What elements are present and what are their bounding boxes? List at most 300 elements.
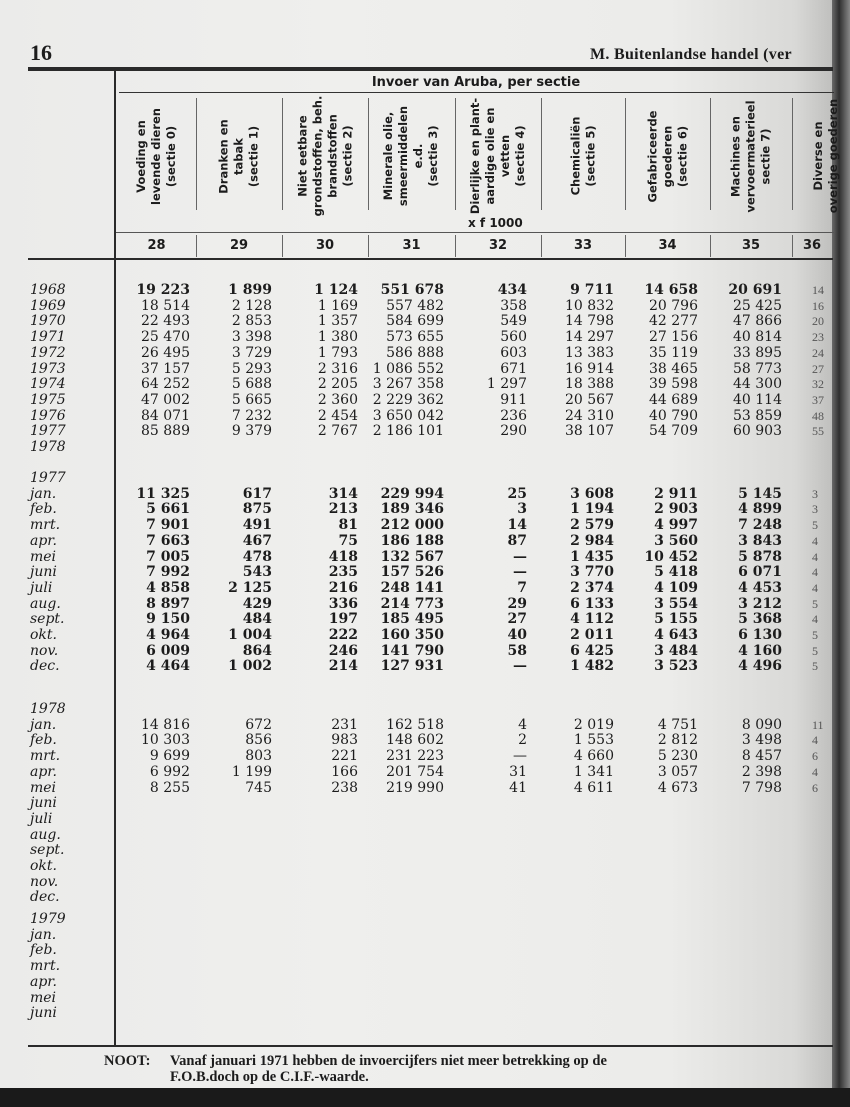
row-label: aug. [30, 826, 61, 843]
table-cell-col36: 5 [812, 628, 818, 642]
table-cell: 484 [242, 611, 272, 628]
table-cell: 1 899 [228, 282, 272, 298]
table-cell: 3 212 [738, 595, 782, 612]
table-cell: 8 090 [741, 716, 782, 733]
table-cell: 1 169 [317, 297, 358, 314]
table-cell: 557 482 [386, 297, 444, 314]
table-cell: 162 518 [386, 716, 444, 733]
table-cell: 6 425 [570, 642, 614, 659]
table-cell: 603 [500, 344, 527, 361]
table-cell-col36: 4 [812, 733, 818, 748]
table-cell: 7 901 [146, 517, 190, 534]
table-cell: 41 [509, 779, 527, 796]
table-cell: 236 [500, 407, 527, 424]
table-cell: 7 992 [146, 564, 190, 581]
table-cell-col36: 37 [812, 392, 824, 407]
column-header-text [468, 98, 528, 214]
table-cell: 26 495 [141, 344, 190, 361]
table-cell: 18 514 [141, 297, 190, 314]
table-cell: 40 790 [649, 407, 698, 424]
table-cell: 201 754 [386, 763, 444, 780]
table-cell: — [513, 658, 527, 675]
footnote-line-2: F.O.B.doch op de C.I.F.-waarde. [170, 1069, 369, 1085]
table-cell: 231 [331, 716, 358, 733]
table-cell: 53 859 [733, 407, 782, 424]
table-cell: 803 [245, 748, 272, 765]
table-cell: 9 711 [570, 282, 614, 298]
row-label: juni [30, 795, 57, 812]
header-line: (sectie 5) [583, 125, 597, 187]
table-cell: 221 [331, 748, 358, 765]
table-cell-col36: 4 [812, 533, 818, 548]
table-cell-col36: 3 [812, 502, 818, 517]
column-separator [282, 98, 283, 210]
table-cell: 214 773 [380, 595, 444, 612]
column-header-34 [625, 96, 710, 216]
header-line: sectie 7) [758, 128, 773, 184]
table-cell: 1 194 [570, 501, 614, 518]
header-line: tabak [231, 137, 246, 175]
table-cell: — [513, 548, 527, 565]
header-line: (sectie 0) [164, 125, 178, 187]
row-label: 1973 [30, 360, 66, 377]
column-number: 35 [741, 238, 761, 253]
table-cell: 40 814 [733, 329, 782, 346]
table-cell: 5 155 [654, 611, 698, 628]
table-cell: 6 133 [570, 595, 614, 612]
table-cell: 20 567 [565, 391, 614, 408]
table-cell: 13 383 [565, 344, 614, 361]
table-cell: 185 495 [380, 611, 444, 628]
row-label: 1979 [30, 911, 66, 927]
header-line: (sectie 4) [513, 125, 527, 187]
table-cell: 1 004 [228, 627, 272, 643]
table-cell: 219 990 [386, 779, 444, 796]
header-line: overige goederen [826, 98, 840, 214]
table-cell: 35 119 [649, 344, 698, 361]
table-cell: 3 608 [570, 485, 614, 502]
table-cell: 491 [242, 517, 272, 534]
table-cell: 2 360 [317, 391, 358, 408]
column-separator [455, 98, 456, 210]
table-cell: 2 853 [231, 313, 272, 330]
table-cell: 617 [242, 485, 272, 502]
table-cell: 141 790 [380, 642, 444, 659]
table-cell: 2 125 [228, 579, 272, 596]
row-label: apr. [30, 973, 57, 990]
table-cell: 4 [518, 716, 527, 733]
table-cell: 7 232 [231, 407, 272, 424]
row-label: jan. [30, 716, 57, 733]
table-cell: 58 773 [733, 360, 782, 377]
row-label: juli [30, 810, 53, 827]
row-label: juli [30, 579, 53, 596]
row-label: mrt. [30, 958, 61, 975]
table-cell: 44 689 [649, 391, 698, 408]
row-label: juni [30, 1005, 57, 1022]
table-cell: 42 277 [649, 313, 698, 330]
table-cell: 745 [245, 779, 272, 796]
table-cell-col36: 5 [812, 596, 818, 611]
table-cell: 2 011 [570, 627, 614, 643]
table-cell: 5 878 [738, 548, 782, 565]
table-cell: 358 [500, 297, 527, 314]
table-cell: 3 729 [231, 344, 272, 361]
table-cell: 85 889 [141, 423, 190, 440]
column-number: 33 [573, 238, 593, 253]
row-label: sept. [30, 842, 65, 859]
table-cell: 54 709 [649, 423, 698, 440]
table-cell: 20 796 [649, 297, 698, 314]
table-cell: 148 602 [386, 732, 444, 749]
row-label: 1974 [30, 376, 66, 393]
table-cell: 157 526 [380, 564, 444, 581]
footer-rule [28, 1045, 833, 1047]
table-cell: 4 899 [738, 501, 782, 518]
table-cell: 1 793 [317, 344, 358, 361]
table-cell: 212 000 [380, 517, 444, 534]
table-cell: 229 994 [380, 485, 444, 502]
table-cell: 2 903 [654, 501, 698, 518]
table-cell: 1 297 [486, 376, 527, 393]
footnote [104, 1053, 764, 1085]
header-line: brandstoffen [325, 114, 340, 198]
table-cell: 4 643 [654, 627, 698, 643]
table-cell: 1 199 [231, 763, 272, 780]
table-cell: 9 150 [146, 611, 190, 628]
row-label: jan. [30, 485, 57, 502]
table-cell: 2 911 [654, 485, 698, 502]
header-line: (sectie 3) [426, 125, 441, 187]
column-header-text [811, 99, 841, 213]
table-cell: 14 [507, 517, 527, 534]
column-header-33 [541, 96, 625, 216]
header-bottom-rule [28, 258, 833, 260]
table-cell: 231 223 [386, 748, 444, 765]
table-cell-col36: 4 [812, 580, 818, 595]
table-cell: 47 866 [733, 313, 782, 330]
table-cell: 6 071 [738, 564, 782, 581]
table-cell: 584 699 [386, 313, 444, 330]
row-label: 1977 [30, 470, 66, 486]
table-cell: 64 252 [141, 376, 190, 393]
table-cell: 24 310 [565, 407, 614, 424]
table-cell: 314 [328, 485, 358, 502]
column-number: 36 [802, 238, 822, 253]
running-head: M. Buitenlandse handel (ver [590, 46, 792, 63]
table-cell: 2 579 [570, 517, 614, 534]
table-cell: 186 188 [380, 532, 444, 549]
row-label: okt. [30, 858, 57, 874]
table-cell: 4 112 [570, 611, 614, 628]
table-cell: 5 688 [231, 376, 272, 393]
table-cell: 38 465 [649, 360, 698, 377]
table-cell: 39 598 [649, 376, 698, 393]
column-header-28 [117, 96, 196, 216]
table-cell-col36: 23 [812, 330, 824, 345]
table-cell: 60 903 [733, 423, 782, 440]
table-cell: 127 931 [380, 658, 444, 675]
table-cell: 75 [338, 532, 358, 549]
table-cell: 25 425 [733, 297, 782, 314]
table-cell: 429 [242, 595, 272, 612]
row-label: nov. [30, 642, 59, 659]
header-line: (sectie 6) [675, 125, 689, 187]
column-header-32 [455, 96, 541, 216]
column-separator [541, 98, 542, 210]
table-cell: 434 [497, 282, 527, 298]
row-label: juni [30, 564, 57, 581]
row-label: mei [30, 779, 57, 796]
table-cell: 14 658 [644, 282, 698, 298]
header-line: grondstoffen, beh. [310, 95, 325, 217]
table-cell: 11 325 [136, 485, 190, 502]
table-cell: 1 435 [570, 548, 614, 565]
table-cell: 10 832 [565, 297, 614, 314]
column-number: 31 [402, 238, 421, 253]
table-cell: 5 418 [654, 564, 698, 581]
table-cell-col36: 48 [812, 408, 824, 423]
table-cell: 983 [331, 732, 358, 749]
row-label: jan. [30, 926, 57, 943]
table-cell: 19 223 [136, 282, 190, 298]
row-label: mei [30, 548, 57, 565]
table-cell: 6 130 [738, 627, 782, 643]
row-label: 1969 [30, 297, 66, 314]
row-label: 1977 [30, 423, 66, 440]
table-cell-col36: 4 [812, 612, 818, 627]
table-cell: 18 388 [565, 376, 614, 393]
table-cell: 7 005 [146, 548, 190, 565]
table-cell: 40 [507, 627, 527, 643]
table-cell: 3 843 [738, 532, 782, 549]
table-cell-col36: 5 [812, 659, 818, 674]
table-cell: 3 523 [654, 658, 698, 675]
table-cell: 3 554 [654, 595, 698, 612]
table-cell: 2 [518, 732, 527, 749]
header-line: goederen [660, 125, 674, 187]
table-cell: 14 798 [565, 313, 614, 330]
header-line: vetten [498, 134, 512, 178]
header-line: Minerale olie, [381, 111, 396, 201]
column-header-text [295, 96, 355, 217]
column-header-29 [196, 96, 282, 216]
column-header-text [382, 106, 442, 206]
table-cell: 84 071 [141, 407, 190, 424]
table-cell: 2 186 101 [372, 423, 444, 440]
row-label: mrt. [30, 517, 61, 534]
table-cell-col36: 32 [812, 377, 824, 392]
header-line: Gefabriceerde [645, 110, 659, 202]
table-cell: 8 897 [146, 595, 190, 612]
table-cell: 16 914 [565, 360, 614, 377]
table-cell: 248 141 [380, 579, 444, 596]
row-label: nov. [30, 873, 59, 890]
table-cell: 856 [245, 732, 272, 749]
table-cell: 4 464 [146, 658, 190, 675]
table-cell: 2 316 [317, 360, 358, 377]
table-cell-col36: 20 [812, 314, 824, 329]
table-cell: 290 [500, 423, 527, 440]
table-cell: 4 160 [738, 642, 782, 659]
table-cell: 336 [328, 595, 358, 612]
column-header-text [134, 108, 179, 205]
table-cell: 6 992 [149, 763, 190, 780]
row-label: mei [30, 989, 57, 1006]
table-cell: 222 [328, 627, 358, 643]
unit-label: x f 1000 [468, 216, 523, 230]
table-cell: 3 [517, 501, 527, 518]
row-label: 1978 [30, 439, 66, 455]
table-cell: 2 398 [741, 763, 782, 780]
column-header-36 [792, 96, 850, 216]
table-cell: 2 767 [317, 423, 358, 440]
table-cell: 4 751 [657, 716, 698, 733]
table-cell-col36: 14 [812, 283, 824, 297]
row-label: sept. [30, 611, 65, 628]
table-cell: 4 453 [738, 579, 782, 596]
header-line: e.d. [411, 143, 426, 169]
table-cell: 2 128 [231, 297, 272, 314]
table-cell: 3 057 [657, 763, 698, 780]
table-cell: 7 248 [738, 517, 782, 534]
table-cell: 573 655 [386, 329, 444, 346]
table-cell: 2 374 [570, 579, 614, 596]
table-cell: 160 350 [380, 627, 444, 643]
row-label: 1970 [30, 313, 66, 330]
table-cell: 238 [331, 779, 358, 796]
row-label: feb. [30, 501, 57, 518]
column-separator [196, 98, 197, 210]
table-cell: 672 [245, 716, 272, 733]
table-cell: 586 888 [386, 344, 444, 361]
table-cell: 38 107 [565, 423, 614, 440]
table-cell: 10 303 [141, 732, 190, 749]
table-cell: 3 484 [654, 642, 698, 659]
table-cell: 132 567 [380, 548, 444, 565]
table-cell: 4 611 [573, 779, 614, 796]
table-cell: 2 984 [570, 532, 614, 549]
table-cell: 9 379 [231, 423, 272, 440]
table-cell: 246 [328, 642, 358, 659]
table-cell: 5 661 [146, 501, 190, 518]
table-cell: 911 [500, 391, 527, 408]
table-cell-col36: 24 [812, 345, 824, 360]
table-cell: 8 255 [149, 779, 190, 796]
row-label: aug. [30, 595, 61, 612]
header-line: smeermiddelen [396, 105, 411, 207]
table-cell: 875 [242, 501, 272, 518]
table-cell: 5 368 [738, 611, 782, 628]
table-super-header: Invoer van Aruba, per sectie [371, 75, 581, 90]
table-cell: 3 267 358 [372, 376, 444, 393]
column-separator [792, 98, 793, 210]
header-line: Chemicaliën [568, 116, 582, 196]
table-cell-col36: 4 [812, 764, 818, 779]
table-cell: 189 346 [380, 501, 444, 518]
table-cell: 467 [242, 532, 272, 549]
table-cell: 10 452 [644, 548, 698, 565]
table-cell: 2 229 362 [372, 391, 444, 408]
table-cell: 4 109 [654, 579, 698, 596]
table-cell-col36: 27 [812, 361, 824, 376]
page-number: 16 [30, 40, 52, 65]
table-cell: 4 496 [738, 658, 782, 675]
table-cell: 2 205 [317, 376, 358, 393]
column-number-rule [116, 232, 834, 233]
column-header-text [216, 119, 261, 193]
table-cell: 3 560 [654, 532, 698, 549]
table-cell: 2 454 [317, 407, 358, 424]
row-label: apr. [30, 763, 57, 780]
header-line: Machines en [728, 115, 743, 197]
row-label: 1976 [30, 407, 66, 424]
table-cell: 5 665 [231, 391, 272, 408]
header-line: Dranken en [216, 118, 231, 194]
column-separator [710, 98, 711, 210]
header-line: (sectie 2) [340, 125, 355, 187]
table-cell: 214 [328, 658, 358, 675]
table-cell: 37 157 [141, 360, 190, 377]
table-cell: 551 678 [380, 282, 444, 298]
table-cell: 4 858 [146, 579, 190, 596]
table-cell: 1 002 [228, 658, 272, 675]
table-cell: 5 293 [231, 360, 272, 377]
table-cell: 1 086 552 [372, 360, 444, 377]
table-cell: 29 [507, 595, 527, 612]
table-cell: 31 [509, 763, 527, 780]
table-cell: 4 673 [657, 779, 698, 796]
footnote-line-1: Vanaf januari 1971 hebben de invoercijfers niet meer betrekking op de [170, 1053, 607, 1069]
table-cell: 44 300 [733, 376, 782, 393]
row-label: apr. [30, 532, 57, 549]
table-cell-col36: 4 [812, 549, 818, 564]
footnote-label: NOOT: [104, 1053, 151, 1069]
table-cell-col36: 6 [812, 780, 818, 795]
table-cell: 549 [500, 313, 527, 330]
column-number: 32 [488, 238, 508, 253]
table-cell-col36: 6 [812, 749, 818, 764]
table-cell: 2 019 [573, 716, 614, 733]
header-line: aardige olie en [483, 107, 497, 205]
table-cell: 5 230 [657, 748, 698, 765]
header-line: Voeding en [134, 119, 148, 193]
table-cell: 27 156 [649, 329, 698, 346]
table-cell: 478 [242, 548, 272, 565]
row-label: feb. [30, 732, 57, 749]
column-number: 34 [658, 238, 677, 253]
table-cell: 6 009 [146, 642, 190, 659]
header-line: Dierlijke en plant- [468, 97, 482, 215]
header-line: Diverse en [811, 121, 825, 191]
table-cell: 40 114 [733, 391, 782, 408]
scan-shadow [0, 1088, 850, 1107]
table-cell: 216 [328, 579, 358, 596]
row-label: dec. [30, 889, 60, 906]
column-header-30 [282, 96, 368, 216]
header-line: levende dieren [149, 107, 163, 205]
column-separator [625, 98, 626, 210]
table-cell: 3 650 042 [372, 407, 444, 424]
table-cell: 7 [517, 579, 527, 596]
column-number: 29 [229, 238, 249, 253]
table-cell: 197 [328, 611, 358, 628]
table-cell: 671 [500, 360, 527, 377]
row-label: 1978 [30, 701, 66, 717]
table-cell: 2 812 [657, 732, 698, 749]
column-header-35 [710, 96, 792, 216]
table-cell-col36: 4 [812, 565, 818, 580]
